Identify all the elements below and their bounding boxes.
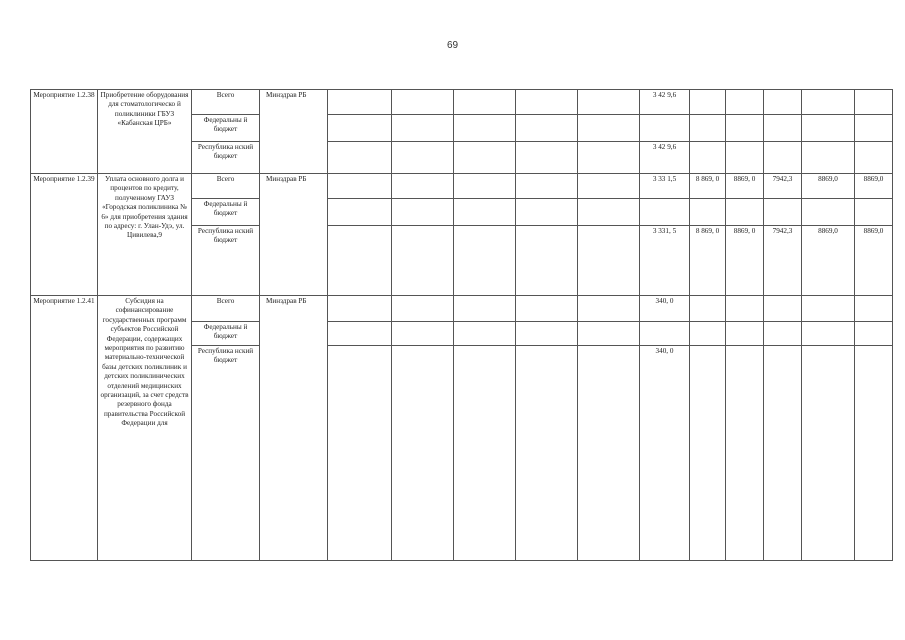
value-cell [392, 296, 454, 322]
funding-source-cell: Всего [192, 90, 260, 115]
table-row [31, 90, 893, 115]
value-cell [454, 296, 516, 322]
value-cell [392, 226, 454, 296]
value-cell [802, 90, 855, 115]
value-cell [690, 90, 726, 115]
value-cell: 8869,0 [802, 174, 855, 199]
value-cell [454, 322, 516, 346]
value-cell [328, 142, 392, 174]
value-cell [726, 142, 764, 174]
value-cell [764, 90, 802, 115]
value-cell [516, 115, 578, 142]
value-cell [764, 115, 802, 142]
value-cell [516, 296, 578, 322]
value-cell: 3 42 9,6 [640, 90, 690, 115]
value-cell [392, 142, 454, 174]
value-cell [690, 142, 726, 174]
value-cell: 8869, 0 [726, 174, 764, 199]
value-cell [516, 199, 578, 226]
measure-cell: Мероприятие 1.2.41 [31, 296, 98, 561]
value-cell: 8869,0 [855, 226, 893, 296]
value-cell [690, 115, 726, 142]
value-cell [392, 322, 454, 346]
value-cell [726, 346, 764, 561]
value-cell: 7942,3 [764, 226, 802, 296]
value-cell [328, 90, 392, 115]
value-cell [328, 226, 392, 296]
value-cell [578, 322, 640, 346]
value-cell [578, 199, 640, 226]
value-cell [764, 322, 802, 346]
funding-source-cell: Республика нский бюджет [192, 226, 260, 296]
value-cell [328, 296, 392, 322]
value-cell [454, 346, 516, 561]
description-cell: Субсидия на софинансирование государственных программ субъектов Российской Федерации, содержащих мероприятия по развитию материально-технической базы детских поликлиник и детских поликлинических отделений медицинских организаций, за счет средств резервного фонда правительства Российской Федерации для [98, 296, 192, 561]
value-cell [328, 115, 392, 142]
value-cell [764, 142, 802, 174]
value-cell [690, 346, 726, 561]
value-cell [764, 346, 802, 561]
value-cell: 8869,0 [855, 174, 893, 199]
value-cell [454, 174, 516, 199]
value-cell [578, 115, 640, 142]
organization-cell: Минздрав РБ [260, 90, 328, 174]
value-cell [454, 226, 516, 296]
table-row [31, 296, 893, 322]
value-cell [578, 90, 640, 115]
value-cell [578, 174, 640, 199]
table-row [31, 174, 893, 199]
value-cell [392, 199, 454, 226]
value-cell [516, 346, 578, 561]
measure-cell: Мероприятие 1.2.38 [31, 90, 98, 174]
value-cell [764, 296, 802, 322]
page-number: 69 [446, 40, 459, 51]
funding-source-cell: Федеральны й бюджет [192, 199, 260, 226]
value-cell: 7942,3 [764, 174, 802, 199]
value-cell [690, 296, 726, 322]
value-cell [802, 115, 855, 142]
value-cell [516, 322, 578, 346]
value-cell [640, 322, 690, 346]
value-cell [640, 199, 690, 226]
value-cell [454, 199, 516, 226]
value-cell [690, 199, 726, 226]
value-cell [392, 115, 454, 142]
value-cell [802, 142, 855, 174]
value-cell [855, 142, 893, 174]
value-cell [454, 115, 516, 142]
value-cell [802, 296, 855, 322]
value-cell [578, 226, 640, 296]
funding-source-cell: Всего [192, 174, 260, 199]
description-cell: Уплата основного долга и процентов по кредиту, полученному ГАУЗ «Городская поликлиника № 6» для приобретения здания по адресу: г. Улан-Удэ, ул. Цивилева,9 [98, 174, 192, 296]
value-cell [855, 90, 893, 115]
value-cell: 8869, 0 [726, 226, 764, 296]
value-cell [578, 346, 640, 561]
value-cell [726, 90, 764, 115]
value-cell [802, 199, 855, 226]
value-cell [516, 174, 578, 199]
organization-cell: Минздрав РБ [260, 296, 328, 561]
value-cell [328, 346, 392, 561]
budget-table [30, 89, 893, 561]
value-cell: 8 869, 0 [690, 226, 726, 296]
value-cell: 8869,0 [802, 226, 855, 296]
funding-source-cell: Республика нский бюджет [192, 346, 260, 561]
funding-source-cell: Федеральны й бюджет [192, 322, 260, 346]
value-cell: 340, 0 [640, 296, 690, 322]
value-cell [640, 115, 690, 142]
funding-source-cell: Республика нский бюджет [192, 142, 260, 174]
value-cell [516, 142, 578, 174]
funding-source-cell: Всего [192, 296, 260, 322]
funding-source-cell: Федеральны й бюджет [192, 115, 260, 142]
budget-table-body [31, 90, 893, 561]
value-cell [690, 322, 726, 346]
value-cell: 3 331, 5 [640, 226, 690, 296]
value-cell [855, 296, 893, 322]
value-cell [392, 346, 454, 561]
value-cell [802, 346, 855, 561]
description-cell: Приобретение оборудования для стоматологическо й поликлиники ГБУЗ «Кабанская ЦРБ» [98, 90, 192, 174]
measure-cell: Мероприятие 1.2.39 [31, 174, 98, 296]
value-cell [726, 115, 764, 142]
value-cell: 3 42 9,6 [640, 142, 690, 174]
value-cell [392, 174, 454, 199]
value-cell: 8 869, 0 [690, 174, 726, 199]
value-cell [855, 346, 893, 561]
value-cell [578, 296, 640, 322]
value-cell [855, 322, 893, 346]
value-cell [726, 199, 764, 226]
value-cell [328, 199, 392, 226]
value-cell [516, 226, 578, 296]
value-cell [328, 174, 392, 199]
value-cell [328, 322, 392, 346]
value-cell [454, 90, 516, 115]
value-cell [516, 90, 578, 115]
value-cell [392, 90, 454, 115]
value-cell: 340, 0 [640, 346, 690, 561]
organization-cell: Минздрав РБ [260, 174, 328, 296]
value-cell [764, 199, 802, 226]
value-cell [454, 142, 516, 174]
value-cell: 3 33 1,5 [640, 174, 690, 199]
value-cell [802, 322, 855, 346]
value-cell [855, 199, 893, 226]
value-cell [726, 322, 764, 346]
value-cell [578, 142, 640, 174]
value-cell [855, 115, 893, 142]
value-cell [726, 296, 764, 322]
